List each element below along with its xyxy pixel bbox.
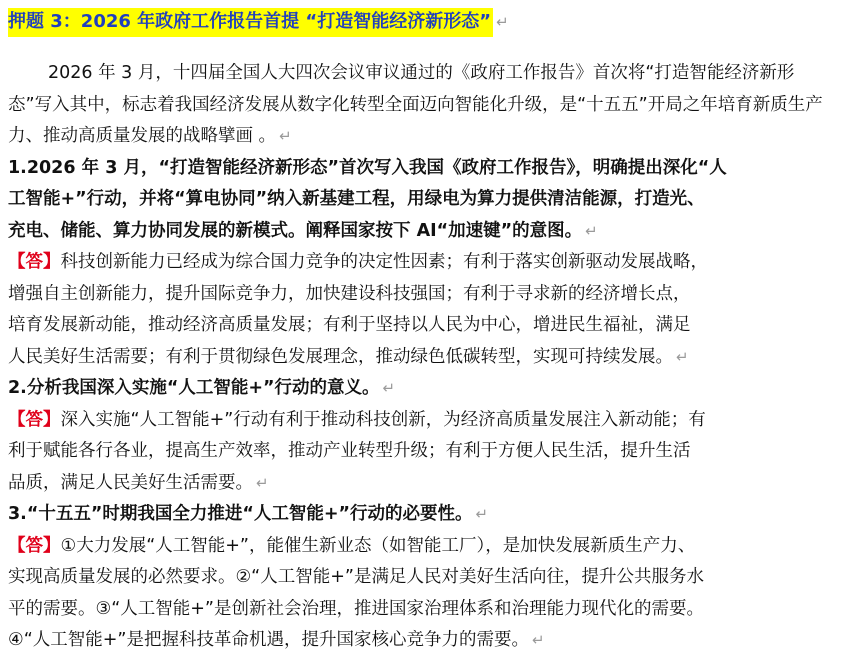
answer-line-text: ①大力发展“人工智能+”，能催生新业态（如智能工厂），是加快发展新质生产力、 [60, 535, 696, 556]
question-3 [8, 499, 842, 531]
answer-line-text: 深入实施“人工智能+”行动有利于推动科技创新，为经济高质量发展注入新动能；有 [60, 409, 706, 430]
answer-line-text: 科技创新能力已经成为综合国力竞争的决定性因素；有利于落实创新驱动发展战略， [60, 252, 708, 272]
answer-tag: 【答】 [8, 409, 61, 430]
answer-line: 利于赋能各行各业，提高生产效率，推动产业转型升级；有利于方便人民生活，提升生活 [8, 441, 691, 461]
answer-line: 培育发展新动能，推动经济高质量发展；有利于坚持以人民为中心，增进民生福祉，满足 [8, 315, 691, 335]
answer-1 [8, 247, 842, 373]
answer-line-end [8, 342, 842, 374]
intro-line: 2026 年 3 月，十四届全国人大四次会议审议通过的《政府工作报告》首次将“打造智 [48, 63, 707, 83]
answer-line-text: ④“人工智能+”是把握科技革命机遇，提升国家核心竞争力的需要。 [8, 630, 529, 650]
document-title: 押题 3：2026 年政府工作报告首提 “打造智能经济新形态” [8, 8, 493, 37]
intro-line: 五五”开局之年培育新质生产力、推动高质量发展的战略擘画 。 [8, 94, 823, 146]
question-line-text: 3.“十五五”时期我国全力推进“人工智能+”行动的必要性。 [8, 504, 473, 524]
return-mark-icon: ↵ [475, 505, 489, 523]
question-1 [8, 153, 842, 248]
answer-line-first [8, 531, 842, 563]
answer-3 [8, 531, 842, 657]
question-line: 1.2026 年 3 月，“打造智能经济新形态”首次写入我国《政府工作报告》，明确提出深化“人 [8, 157, 727, 178]
question-line-text: 2.分析我国深入实施“人工智能+”行动的意义。 [8, 378, 380, 398]
document-body [8, 6, 842, 657]
answer-line-first [8, 247, 842, 279]
answer-line-end [8, 468, 842, 500]
answer-line-text: 人民美好生活需要；有利于贯彻绿色发展理念，推动绿色低碳转型，实现可持续发展。 [8, 346, 673, 367]
answer-line-first [8, 405, 842, 437]
question-2 [8, 373, 842, 405]
answer-tag: 【答】 [8, 535, 61, 556]
answer-tag: 【答】 [8, 252, 61, 272]
intro-line: 能经济新形态”写入其中，标志着我国经济发展从数字化转型全面迈向智能化升级，是“十 [8, 63, 795, 115]
question-line: 工智能+”行动，并将“算电协同”纳入新基建工程，用绿电为算力提供清洁能源，打造光、 [8, 189, 705, 209]
answer-line-text: 品质，满足人民美好生活需要。 [8, 472, 253, 493]
answer-line: 平的需要。③“人工智能+”是创新社会治理，推进国家治理体系和治理能力现代化的需要。 [8, 598, 704, 619]
return-mark-icon: ↵ [496, 13, 509, 31]
answer-line: 实现高质量发展的必然要求。②“人工智能+”是满足人民对美好生活向往，提升公共服务水 [8, 567, 704, 587]
question-line-end [8, 499, 842, 531]
return-mark-icon: ↵ [531, 631, 545, 649]
intro-paragraph [8, 58, 828, 153]
question-line-text: 充电、储能、算力协同发展的新模式。阐释国家按下 AI“加速键”的意图。 [8, 220, 583, 241]
answer-line-end [8, 625, 842, 657]
question-line-end [8, 373, 842, 405]
return-mark-icon: ↵ [585, 221, 598, 240]
answer-line: 增强自主创新能力，提升国际竞争力，加快建设科技强国；有利于寻求新的经济增长点， [8, 283, 691, 304]
return-mark-icon: ↵ [382, 379, 396, 397]
return-mark-icon: ↵ [676, 347, 689, 366]
answer-2 [8, 405, 842, 500]
return-mark-icon: ↵ [279, 127, 292, 145]
question-line-end [8, 216, 842, 248]
return-mark-icon: ↵ [256, 473, 269, 492]
title-row [8, 6, 842, 38]
